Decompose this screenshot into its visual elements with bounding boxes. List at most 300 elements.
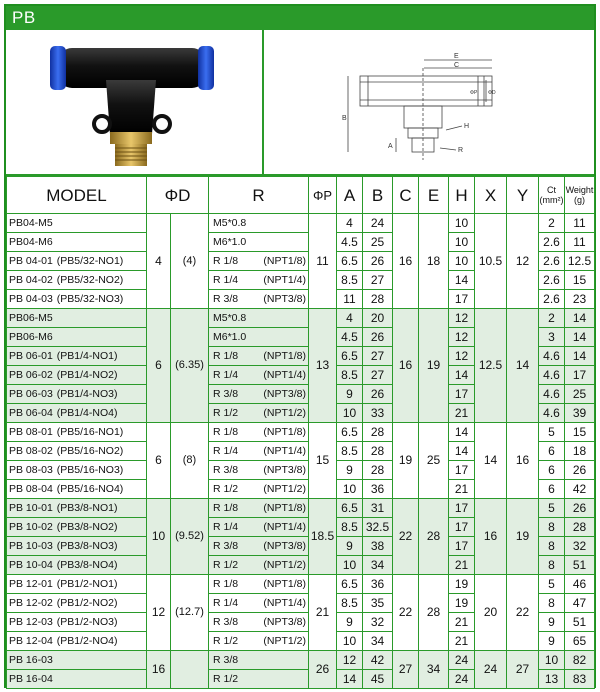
a-cell: 10 [337, 556, 363, 575]
thread-size: R 3/8 [213, 387, 239, 400]
npt-thread-size: (NPT1/8) [263, 254, 306, 267]
model-inch-code: (PB1/2-NO3) [56, 615, 118, 628]
spec-sheet [4, 4, 596, 688]
a-cell: 8.5 [337, 594, 363, 613]
h-cell: 10 [449, 252, 475, 271]
table-row [7, 575, 595, 594]
model-cell [7, 328, 147, 347]
b-cell: 28 [363, 461, 393, 480]
b-cell: 42 [363, 651, 393, 670]
weight-cell: 15 [565, 271, 595, 290]
od-cell: 4 [147, 214, 171, 309]
dim-label-c: C [454, 62, 460, 69]
model-cell [7, 632, 147, 651]
e-cell: 28 [419, 499, 449, 575]
b-cell: 26 [363, 328, 393, 347]
x-cell: 24 [475, 651, 507, 689]
od-inch-cell: (6.35) [171, 309, 209, 423]
model-code: PB 08-03 [9, 463, 53, 476]
model-code: PB 06-04 [9, 406, 53, 419]
h-cell: 17 [449, 518, 475, 537]
header-a: A [337, 177, 363, 214]
b-cell: 45 [363, 670, 393, 689]
x-cell: 10.5 [475, 214, 507, 309]
header-x: X [475, 177, 507, 214]
thread-cell [209, 423, 309, 442]
thread-size: R 1/2 [213, 634, 239, 647]
model-cell [7, 442, 147, 461]
header-model: MODEL [7, 177, 147, 214]
weight-cell: 47 [565, 594, 595, 613]
thread-cell [209, 214, 309, 233]
header-ct: Ct (mm²) [539, 177, 565, 214]
b-cell: 36 [363, 480, 393, 499]
npt-thread-size: (NPT1/8) [263, 425, 306, 438]
ct-cell: 4.6 [539, 366, 565, 385]
npt-thread-size: (NPT1/8) [263, 577, 306, 590]
weight-cell: 83 [565, 670, 595, 689]
ct-cell: 10 [539, 651, 565, 670]
h-cell: 17 [449, 537, 475, 556]
dim-label-h: H [464, 123, 470, 130]
model-code: PB 12-03 [9, 615, 53, 628]
weight-cell: 12.5 [565, 252, 595, 271]
weight-cell: 46 [565, 575, 595, 594]
od-inch-cell [171, 651, 209, 689]
model-code: PB 08-02 [9, 444, 53, 457]
x-cell: 20 [475, 575, 507, 651]
thread-cell [209, 499, 309, 518]
model-cell [7, 214, 147, 233]
weight-cell: 15 [565, 423, 595, 442]
weight-cell: 26 [565, 499, 595, 518]
model-code: PB 12-02 [9, 596, 53, 609]
b-cell: 27 [363, 366, 393, 385]
od-inch-cell: (8) [171, 423, 209, 499]
ct-cell: 8 [539, 556, 565, 575]
model-cell [7, 252, 147, 271]
ct-cell: 8 [539, 518, 565, 537]
npt-thread-size: (NPT1/2) [263, 482, 306, 495]
a-cell: 8.5 [337, 366, 363, 385]
thread-size: R 1/2 [213, 482, 239, 495]
a-cell: 10 [337, 632, 363, 651]
model-code: PB 08-01 [9, 425, 53, 438]
a-cell: 6.5 [337, 423, 363, 442]
dim-label-e: E [454, 53, 459, 60]
model-code: PB06-M6 [9, 330, 53, 343]
npt-thread-size: (NPT1/4) [263, 520, 306, 533]
table-row [7, 309, 595, 328]
od-cell: 12 [147, 575, 171, 651]
a-cell: 9 [337, 537, 363, 556]
op-cell: 18.5 [309, 499, 337, 575]
b-cell: 26 [363, 252, 393, 271]
table-row [7, 651, 595, 670]
od-inch-cell: (4) [171, 214, 209, 309]
b-cell: 35 [363, 594, 393, 613]
model-inch-code: (PB1/2-NO1) [56, 577, 118, 590]
ct-cell: 4.6 [539, 404, 565, 423]
thread-cell [209, 309, 309, 328]
model-cell [7, 423, 147, 442]
a-cell: 8.5 [337, 442, 363, 461]
h-cell: 10 [449, 214, 475, 233]
model-code: PB 04-01 [9, 254, 53, 267]
header-od: ΦD [147, 177, 209, 214]
model-code: PB 06-01 [9, 349, 53, 362]
a-cell: 4 [337, 214, 363, 233]
dim-label-a: A [388, 143, 393, 150]
weight-cell: 14 [565, 347, 595, 366]
od-cell: 6 [147, 309, 171, 423]
product-photo [6, 30, 264, 176]
model-cell [7, 670, 147, 689]
model-inch-code: (PB1/4-NO4) [56, 406, 118, 419]
model-code: PB 16-03 [9, 653, 53, 666]
model-inch-code: (PB5/16-NO4) [56, 482, 124, 495]
a-cell: 4 [337, 309, 363, 328]
model-cell [7, 575, 147, 594]
thread-size: M5*0.8 [213, 311, 247, 324]
model-cell [7, 594, 147, 613]
h-cell: 12 [449, 328, 475, 347]
model-inch-code: (PB1/4-NO3) [56, 387, 118, 400]
h-cell: 24 [449, 670, 475, 689]
thread-size: M6*1.0 [213, 330, 247, 343]
ct-cell: 2.6 [539, 252, 565, 271]
b-cell: 27 [363, 347, 393, 366]
thread-size: R 3/8 [213, 292, 239, 305]
h-cell: 17 [449, 385, 475, 404]
b-cell: 26 [363, 385, 393, 404]
thread-cell [209, 556, 309, 575]
model-cell [7, 233, 147, 252]
model-inch-code: (PB5/32-NO2) [56, 273, 124, 286]
thread-cell [209, 404, 309, 423]
dim-label-phi-p: ΦP [470, 90, 478, 96]
weight-cell: 18 [565, 442, 595, 461]
b-cell: 28 [363, 442, 393, 461]
model-code: PB 10-02 [9, 520, 53, 533]
model-inch-code: (PB5/16-NO2) [56, 444, 124, 457]
model-cell [7, 271, 147, 290]
h-cell: 17 [449, 499, 475, 518]
model-cell [7, 385, 147, 404]
a-cell: 10 [337, 404, 363, 423]
weight-cell: 14 [565, 328, 595, 347]
b-cell: 24 [363, 214, 393, 233]
thread-size: R 3/8 [213, 615, 239, 628]
ct-cell: 2.6 [539, 233, 565, 252]
c-cell: 16 [393, 309, 419, 423]
dimension-drawing [264, 30, 594, 176]
h-cell: 24 [449, 651, 475, 670]
npt-thread-size: (NPT1/2) [263, 558, 306, 571]
model-cell [7, 480, 147, 499]
c-cell: 16 [393, 214, 419, 309]
thread-size: R 1/8 [213, 425, 239, 438]
y-cell: 19 [507, 499, 539, 575]
op-cell: 13 [309, 309, 337, 423]
model-code: PB 12-01 [9, 577, 53, 590]
op-cell: 21 [309, 575, 337, 651]
thread-size: R 1/4 [213, 273, 239, 286]
thread-cell [209, 575, 309, 594]
thread-cell [209, 537, 309, 556]
model-code: PB 16-04 [9, 672, 53, 685]
model-cell [7, 651, 147, 670]
a-cell: 6.5 [337, 575, 363, 594]
weight-cell: 17 [565, 366, 595, 385]
h-cell: 14 [449, 271, 475, 290]
model-code: PB 06-03 [9, 387, 53, 400]
model-code: PB 12-04 [9, 634, 53, 647]
model-code: PB 10-01 [9, 501, 53, 514]
a-cell: 4.5 [337, 328, 363, 347]
model-inch-code: (PB1/2-NO2) [56, 596, 118, 609]
thread-cell [209, 594, 309, 613]
weight-cell: 23 [565, 290, 595, 309]
op-cell: 26 [309, 651, 337, 689]
ct-cell: 2.6 [539, 290, 565, 309]
b-cell: 33 [363, 404, 393, 423]
thread-size: R 1/8 [213, 349, 239, 362]
header-weight: Weight (g) [565, 177, 595, 214]
npt-thread-size: (NPT1/4) [263, 444, 306, 457]
thread-size: R 1/4 [213, 444, 239, 457]
npt-thread-size: (NPT1/8) [263, 501, 306, 514]
b-cell: 32 [363, 613, 393, 632]
ct-cell: 13 [539, 670, 565, 689]
tee-drawing [264, 30, 594, 174]
a-cell: 4.5 [337, 233, 363, 252]
thread-cell [209, 480, 309, 499]
thread-size: R 1/8 [213, 577, 239, 590]
npt-thread-size: (NPT1/8) [263, 349, 306, 362]
op-cell: 15 [309, 423, 337, 499]
series-title: PB [6, 6, 594, 30]
h-cell: 14 [449, 442, 475, 461]
table-row [7, 423, 595, 442]
dim-label-b: B [342, 115, 347, 122]
weight-cell: 26 [565, 461, 595, 480]
weight-cell: 51 [565, 556, 595, 575]
weight-cell: 65 [565, 632, 595, 651]
model-inch-code: (PB1/4-NO1) [56, 349, 118, 362]
ct-cell: 4.6 [539, 385, 565, 404]
a-cell: 10 [337, 480, 363, 499]
thread-size: R 3/8 [213, 653, 239, 666]
dim-label-r: R [458, 147, 464, 154]
thread-cell [209, 271, 309, 290]
dim-label-phi-d: ΦD [488, 90, 496, 96]
spec-table [6, 176, 595, 689]
od-inch-cell: (12.7) [171, 575, 209, 651]
thread-size: R 1/4 [213, 596, 239, 609]
thread-cell [209, 328, 309, 347]
weight-cell: 42 [565, 480, 595, 499]
ct-cell: 5 [539, 423, 565, 442]
weight-cell: 82 [565, 651, 595, 670]
ct-cell: 8 [539, 594, 565, 613]
b-cell: 38 [363, 537, 393, 556]
h-cell: 12 [449, 347, 475, 366]
weight-cell: 51 [565, 613, 595, 632]
od-cell: 16 [147, 651, 171, 689]
thread-cell [209, 651, 309, 670]
b-cell: 36 [363, 575, 393, 594]
a-cell: 8.5 [337, 271, 363, 290]
npt-thread-size: (NPT1/4) [263, 596, 306, 609]
header-b: B [363, 177, 393, 214]
weight-cell: 11 [565, 233, 595, 252]
od-inch-cell: (9.52) [171, 499, 209, 575]
c-cell: 27 [393, 651, 419, 689]
a-cell: 9 [337, 461, 363, 480]
npt-thread-size: (NPT3/8) [263, 463, 306, 476]
x-cell: 12.5 [475, 309, 507, 423]
thread-size: R 1/2 [213, 558, 239, 571]
h-cell: 19 [449, 575, 475, 594]
model-code: PB 10-04 [9, 558, 53, 571]
header-r: R [209, 177, 309, 214]
thread-size: R 1/4 [213, 368, 239, 381]
thread-cell [209, 233, 309, 252]
c-cell: 22 [393, 575, 419, 651]
c-cell: 22 [393, 499, 419, 575]
model-inch-code: (PB3/8-NO1) [56, 501, 118, 514]
npt-thread-size: (NPT3/8) [263, 387, 306, 400]
h-cell: 21 [449, 632, 475, 651]
ct-cell: 4.6 [539, 347, 565, 366]
thread-cell [209, 670, 309, 689]
model-cell [7, 537, 147, 556]
ct-cell: 2.6 [539, 271, 565, 290]
thread-cell [209, 252, 309, 271]
thread-size: M5*0.8 [213, 216, 247, 229]
ct-cell: 2 [539, 309, 565, 328]
thread-size: R 1/4 [213, 520, 239, 533]
thread-cell [209, 366, 309, 385]
model-inch-code: (PB5/32-NO1) [56, 254, 124, 267]
model-cell [7, 556, 147, 575]
header-op: ΦP [309, 177, 337, 214]
model-code: PB04-M6 [9, 235, 53, 248]
ct-cell: 9 [539, 613, 565, 632]
b-cell: 27 [363, 271, 393, 290]
npt-thread-size: (NPT3/8) [263, 539, 306, 552]
ct-cell: 6 [539, 442, 565, 461]
a-cell: 6.5 [337, 499, 363, 518]
y-cell: 12 [507, 214, 539, 309]
model-cell [7, 499, 147, 518]
model-cell [7, 309, 147, 328]
h-cell: 21 [449, 613, 475, 632]
model-cell [7, 613, 147, 632]
b-cell: 31 [363, 499, 393, 518]
header-c: C [393, 177, 419, 214]
thread-cell [209, 632, 309, 651]
thread-cell [209, 518, 309, 537]
h-cell: 21 [449, 556, 475, 575]
ct-cell: 6 [539, 461, 565, 480]
b-cell: 25 [363, 233, 393, 252]
weight-cell: 39 [565, 404, 595, 423]
ct-cell: 8 [539, 537, 565, 556]
model-code: PB 04-03 [9, 292, 53, 305]
model-cell [7, 366, 147, 385]
a-cell: 14 [337, 670, 363, 689]
tee-fitting-photo [6, 30, 262, 174]
a-cell: 8.5 [337, 518, 363, 537]
b-cell: 32.5 [363, 518, 393, 537]
model-code: PB 08-04 [9, 482, 53, 495]
a-cell: 6.5 [337, 252, 363, 271]
h-cell: 17 [449, 290, 475, 309]
thread-cell [209, 461, 309, 480]
h-cell: 21 [449, 404, 475, 423]
npt-thread-size: (NPT1/4) [263, 368, 306, 381]
y-cell: 27 [507, 651, 539, 689]
ct-cell: 5 [539, 575, 565, 594]
model-inch-code: (PB3/8-NO4) [56, 558, 118, 571]
spec-table-body [7, 214, 595, 689]
a-cell: 11 [337, 290, 363, 309]
thread-size: R 3/8 [213, 463, 239, 476]
weight-cell: 11 [565, 214, 595, 233]
e-cell: 18 [419, 214, 449, 309]
model-code: PB06-M5 [9, 311, 53, 324]
thread-size: R 1/8 [213, 254, 239, 267]
model-cell [7, 290, 147, 309]
thread-cell [209, 347, 309, 366]
a-cell: 9 [337, 613, 363, 632]
b-cell: 34 [363, 632, 393, 651]
model-inch-code: (PB3/8-NO2) [56, 520, 118, 533]
ct-cell: 2 [539, 214, 565, 233]
thread-cell [209, 385, 309, 404]
model-code: PB 06-02 [9, 368, 53, 381]
thread-cell [209, 442, 309, 461]
model-code: PB04-M5 [9, 216, 53, 229]
npt-thread-size: (NPT1/4) [263, 273, 306, 286]
npt-thread-size: (NPT3/8) [263, 292, 306, 305]
od-cell: 10 [147, 499, 171, 575]
table-row [7, 499, 595, 518]
e-cell: 28 [419, 575, 449, 651]
e-cell: 19 [419, 309, 449, 423]
weight-cell: 25 [565, 385, 595, 404]
b-cell: 28 [363, 290, 393, 309]
x-cell: 16 [475, 499, 507, 575]
weight-cell: 28 [565, 518, 595, 537]
thread-size: R 1/2 [213, 406, 239, 419]
ct-cell: 9 [539, 632, 565, 651]
thread-cell [209, 613, 309, 632]
thread-size: R 1/8 [213, 501, 239, 514]
header-e: E [419, 177, 449, 214]
b-cell: 34 [363, 556, 393, 575]
y-cell: 16 [507, 423, 539, 499]
b-cell: 20 [363, 309, 393, 328]
a-cell: 6.5 [337, 347, 363, 366]
table-row [7, 214, 595, 233]
weight-cell: 32 [565, 537, 595, 556]
model-code: PB 04-02 [9, 273, 53, 286]
h-cell: 19 [449, 594, 475, 613]
header-y: Y [507, 177, 539, 214]
